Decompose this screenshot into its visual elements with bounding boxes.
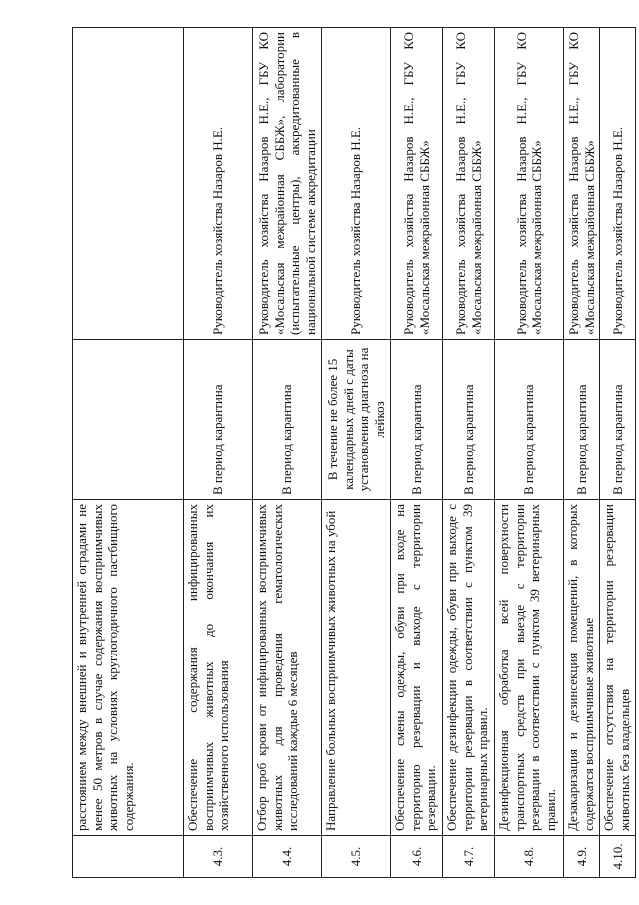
term-text: В течение не более 15 календарных дней с даты установления диагноза на лейкоз bbox=[322, 340, 391, 500]
term-text: В период карантина bbox=[564, 340, 600, 500]
responsible-text bbox=[73, 28, 184, 340]
measure-text: Обеспечение отсутствия на территории резервации животных без владельцев bbox=[600, 500, 636, 836]
responsible-text: Руководитель хозяйства Назаров Н.Е., ГБУ КО «Мосальская межрайонная СББЖ», лаборатории (испытательные центры), аккредитованные в национальной системе аккредитации bbox=[253, 28, 322, 340]
measure-text: Обеспечение содержания инфицированных восприимчивых животных до окончания их хозяйственного использования bbox=[184, 500, 253, 836]
responsible-text: Руководитель хозяйства Назаров Н.Е. bbox=[600, 28, 636, 340]
responsible-text: Руководитель хозяйства Назаров Н.Е., ГБУ КО «Мосальская межрайонная СББЖ» bbox=[495, 28, 564, 340]
measure-text: расстоянием между внешней и внутренней оградами не менее 50 метров в случае содержания восприимчивых животных на условиях круглогодичного пастбищного содержания. bbox=[73, 500, 184, 836]
row-number bbox=[73, 836, 184, 878]
table-row bbox=[391, 28, 443, 878]
row-number: 4.7. bbox=[443, 836, 495, 878]
term-text bbox=[73, 340, 184, 500]
table-row bbox=[73, 28, 184, 878]
table-row bbox=[322, 28, 391, 878]
responsible-text: Руководитель хозяйства Назаров Н.Е. bbox=[322, 28, 391, 340]
term-text: В период карантина bbox=[184, 340, 253, 500]
row-number: 4.9. bbox=[564, 836, 600, 878]
table-row bbox=[600, 28, 636, 878]
measure-text: Направление больных восприимчивых животных на убой bbox=[322, 500, 391, 836]
row-number: 4.5. bbox=[322, 836, 391, 878]
responsible-text: Руководитель хозяйства Назаров Н.Е., ГБУ КО «Мосальская межрайонная СББЖ» bbox=[564, 28, 600, 340]
term-text: В период карантина bbox=[600, 340, 636, 500]
term-text: В период карантина bbox=[391, 340, 443, 500]
table-row bbox=[184, 28, 253, 878]
row-number: 4.6. bbox=[391, 836, 443, 878]
term-text: В период карантина bbox=[253, 340, 322, 500]
measure-text: Обеспечение смены одежды, обуви при входе на территорию резервации и выходе с территории резервации. bbox=[391, 500, 443, 836]
table-row bbox=[495, 28, 564, 878]
measure-text: Отбор проб крови от инфицированных восприимчивых животных для проведения гематологических исследований каждые 6 месяцев bbox=[253, 500, 322, 836]
row-number: 4.8. bbox=[495, 836, 564, 878]
measure-text: Обеспечение дезинфекции одежды, обуви при выходе с территории резервации в соответствии с пунктом 39 ветеринарных правил. bbox=[443, 500, 495, 836]
responsible-text: Руководитель хозяйства Назаров Н.Е. bbox=[184, 28, 253, 340]
table-row bbox=[253, 28, 322, 878]
row-number: 4.4. bbox=[253, 836, 322, 878]
term-text: В период карантина bbox=[443, 340, 495, 500]
measure-text: Дезакаризация и дезинсекция помещений, в которых содержатся восприимчивые животные bbox=[564, 500, 600, 836]
row-number: 4.3. bbox=[184, 836, 253, 878]
responsible-text: Руководитель хозяйства Назаров Н.Е., ГБУ КО «Мосальская межрайонная СББЖ» bbox=[443, 28, 495, 340]
term-text: В период карантина bbox=[495, 340, 564, 500]
table-row bbox=[564, 28, 600, 878]
measure-text: Дезинфекционная обработка всей поверхности транспортных средств при выезде с территории резервации в соответствии с пунктом 39 ветеринарных правил. bbox=[495, 500, 564, 836]
responsible-text: Руководитель хозяйства Назаров Н.Е., ГБУ КО «Мосальская межрайонная СББЖ» bbox=[391, 28, 443, 340]
quarantine-measures-table bbox=[72, 27, 636, 878]
row-number: 4.10. bbox=[600, 836, 636, 878]
rotated-table-container bbox=[72, 28, 632, 878]
table-row bbox=[443, 28, 495, 878]
